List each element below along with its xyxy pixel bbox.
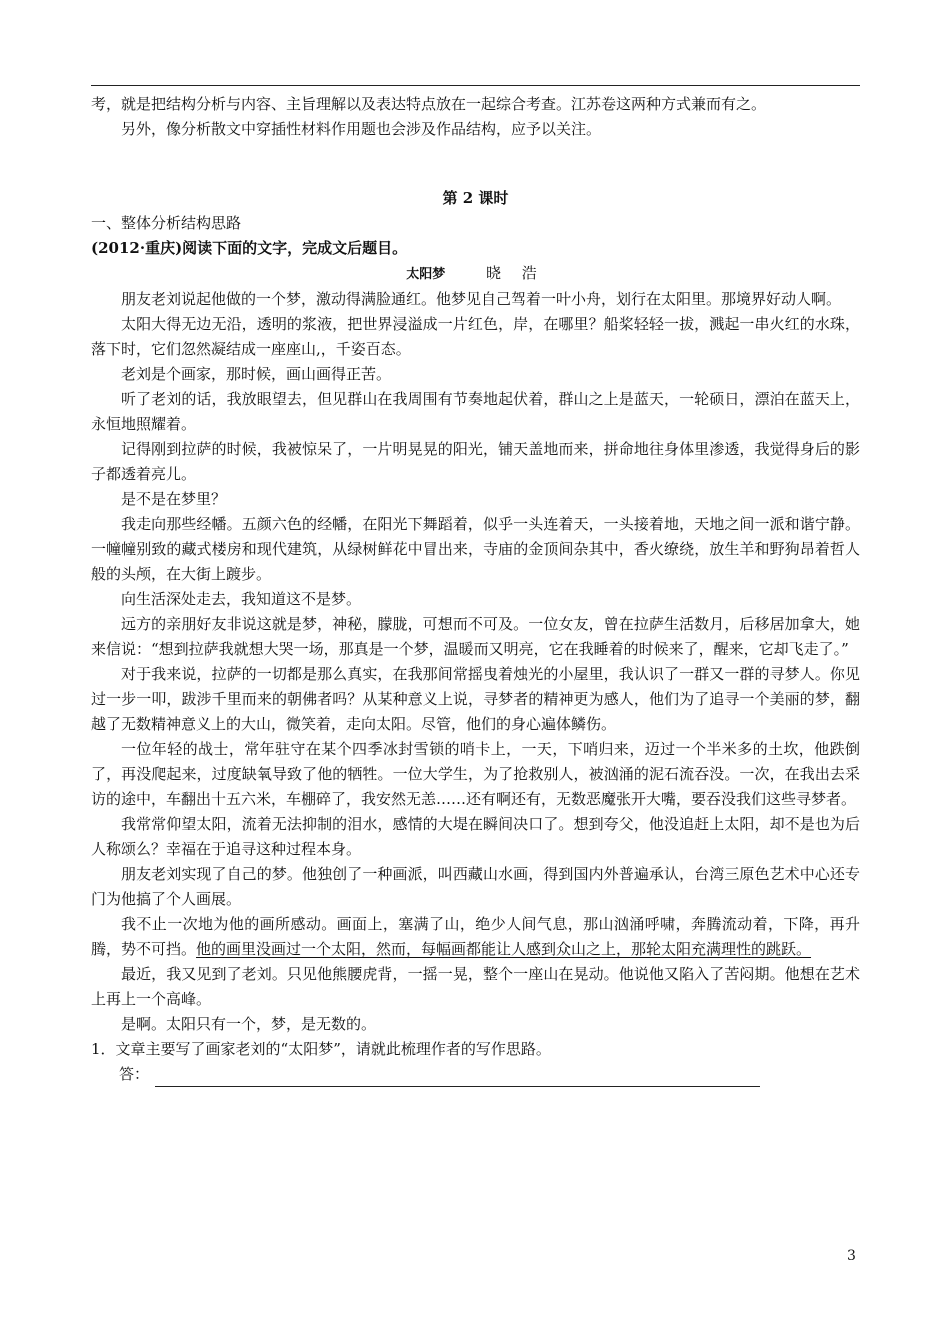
lesson-title: 第 2 课时	[442, 189, 509, 207]
article-title-line	[91, 261, 860, 287]
article-paragraph: 对于我来说，拉萨的一切都是那么真实，在我那间常摇曳着烛光的小屋里，我认识了一群又一群的寻梦人。你见过一步一叩，跋涉千里而来的朝佛者吗？从某种意义上说，寻梦者的精神更为感人，他们为了追寻一个美丽的梦，翻越了无数精神意义上的大山，微笑着，走向太阳。尽管，他们的身心遍体鳞伤。	[91, 665, 860, 733]
article-paragraph: 听了老刘的话，我放眼望去，但见群山在我周围有节奏地起伏着，群山之上是蓝天，一轮硕日，漂泊在蓝天上，永恒地照耀着。	[91, 390, 860, 433]
article-paragraph: 我走向那些经幡。五颜六色的经幡，在阳光下舞蹈着，似乎一头连着天，一头接着地，天地之间一派和谐宁静。一幢幢别致的藏式楼房和现代建筑，从绿树鲜花中冒出来，寺庙的金顶间杂其中，香火缭绕，放生羊和野狗昂着哲人般的头颅，在大街上踱步。	[91, 515, 860, 583]
page-content	[91, 92, 860, 1087]
article-title: 太阳梦	[406, 267, 446, 282]
section-heading: 一、整体分析结构思路	[91, 214, 242, 232]
intro-line-1: 考，就是把结构分析与内容、主旨理解以及表达特点放在一起综合考查。江苏卷这两种方式兼而有之。	[91, 95, 767, 113]
article-paragraph: 我常常仰望太阳，流着无法抑制的泪水，感情的大堤在瞬间决口了。想到夸父，他没追赶上太阳，却不是也为后人称颂么？幸福在于追寻这种过程本身。	[91, 815, 860, 858]
answer-row	[91, 1062, 860, 1087]
source-line: (2012·重庆)阅读下面的文字，完成文后题目。	[91, 239, 408, 257]
question-text: 文章主要写了画家老刘的“太阳梦”，请就此梳理作者的写作思路。	[115, 1040, 551, 1058]
answer-label: 答：	[119, 1065, 150, 1083]
article-paragraph: 朋友老刘实现了自己的梦。他独创了一种画派，叫西藏山水画，得到国内外普遍承认，台湾三原色艺术中心还专门为他搞了个人画展。	[91, 865, 860, 908]
article-paragraph-underlined	[91, 912, 860, 962]
article-paragraph: 老刘是个画家，那时候，画山画得正苦。	[121, 365, 392, 383]
header-rule	[91, 85, 860, 86]
article-paragraph: 朋友老刘说起他做的一个梦，激动得满脸通红。他梦见自己驾着一叶小舟，划行在太阳里。那境界好动人啊。	[121, 290, 842, 308]
article-author: 晓 浩	[486, 264, 545, 282]
article-paragraph: 一位年轻的战士，常年驻守在某个四季冰封雪锁的哨卡上，一天，下哨归来，迈过一个半米多的土坎，他跌倒了，再没爬起来，过度缺氧导致了他的牺牲。一位大学生，为了抢救别人，被汹涌的泥石流吞没。一次，在我出去采访的途中，车翻出十五六米，车棚碎了，我安然无恙……还有啊还有，无数恶魔张开大嘴，要吞没我们这些寻梦者。	[91, 740, 860, 808]
article-paragraph: 太阳大得无边无沿，透明的浆液，把世界浸溢成一片红色，岸，在哪里？船桨轻轻一拔，溅起一串火红的水珠，落下时，它们忽然凝结成一座座山,，千姿百态。	[91, 315, 860, 358]
intro-line-2: 另外，像分析散文中穿插性材料作用题也会涉及作品结构，应予以关注。	[121, 120, 602, 138]
article-paragraph: 是不是在梦里？	[121, 490, 227, 508]
article-paragraph: 向生活深处走去，我知道这不是梦。	[121, 590, 362, 608]
question-number: 1．	[91, 1040, 116, 1058]
underlined-sentence: 他的画里没画过一个太阳，然而，每幅画都能让人感到众山之上，那轮太阳充满理性的跳跃。	[196, 940, 812, 958]
article-paragraph: 最近，我又见到了老刘。只见他熊腰虎背，一摇一晃，整个一座山在晃动。他说他又陷入了苦闷期。他想在艺术上再上一个高峰。	[91, 965, 860, 1008]
answer-blank-line[interactable]	[155, 1068, 760, 1087]
article-paragraph: 记得刚到拉萨的时候，我被惊呆了，一片明晃晃的阳光，铺天盖地而来，拼命地往身体里渗透，我觉得身后的影子都透着亮儿。	[91, 440, 860, 483]
question-1	[91, 1037, 860, 1062]
article-paragraph: 是啊。太阳只有一个，梦，是无数的。	[121, 1015, 377, 1033]
page-number: 3	[847, 1248, 856, 1264]
paragraph-text: 我不止一次地为他的画所感动。画面上，塞满了山，绝少人间气息，那山汹涌呼啸，奔腾流动着，下降，再升腾，势不可挡。	[91, 915, 860, 958]
article-paragraph: 远方的亲朋好友非说这就是梦，神秘，朦胧，可想而不可及。一位女友，曾在拉萨生活数月，后移居加拿大，她来信说：“想到拉萨我就想大哭一场，那真是一个梦，温暖而又明亮，它在我睡着的时候来了，醒来，它却飞走了。”	[91, 615, 860, 658]
